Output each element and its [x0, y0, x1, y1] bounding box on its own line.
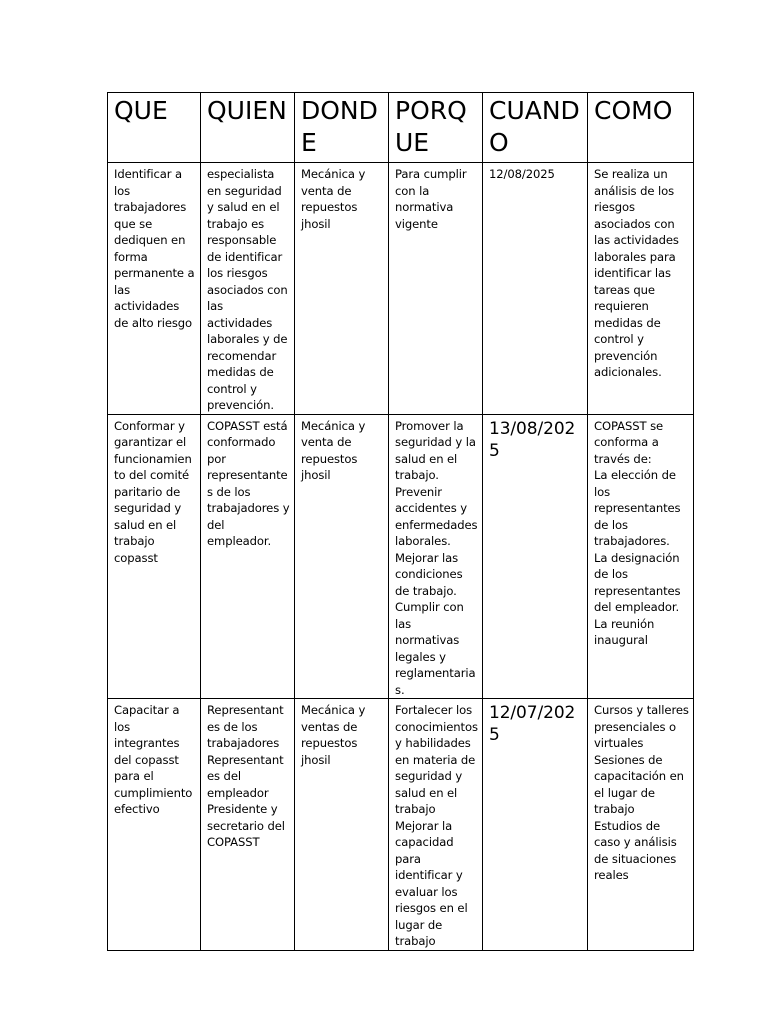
cell-line: Representantes de los trabajadores — [207, 703, 284, 750]
cell-donde: Mecánica y ventas de repuestos jhosil — [295, 699, 389, 951]
cell-cuando: 13/08/2025 — [483, 414, 588, 699]
cell-porque — [389, 699, 483, 951]
cell-porque — [389, 414, 483, 699]
cell-line: La reunión inaugural — [594, 616, 655, 647]
cell-quien: especialista en seguridad y salud en el trabajo es responsable de identificar los riesgos asociados con las actividades laborales y de recomendar medidas de control y prevención. — [201, 163, 295, 415]
cell-que: Capacitar a los integrantes del copasst para el cumplimiento efectivo — [108, 699, 201, 951]
cell-line: Cursos y talleres presenciales o virtuales — [594, 703, 689, 750]
header-quien: QUIEN — [201, 93, 295, 163]
cell-quien: COPASST está conformado por representantes de los trabajadores y del empleador. — [201, 414, 295, 699]
header-porque: PORQUE — [389, 93, 483, 163]
cell-que: Identificar a los trabajadores que se dediquen en forma permanente a las actividades de alto riesgo — [108, 163, 201, 415]
cell-donde: Mecánica y venta de repuestos jhosil — [295, 163, 389, 415]
cell-line: Fortalecer los conocimientos y habilidades en materia de seguridad y salud en el trabajo — [395, 703, 478, 816]
cell-como: Se realiza un análisis de los riesgos asociados con las actividades laborales para identificar las tareas que requieren medidas de control y prevención adicionales. — [588, 163, 694, 415]
header-cuando: CUANDO — [483, 93, 588, 163]
cell-como — [588, 699, 694, 951]
cell-line: COPASST se conforma a través de: — [594, 418, 664, 466]
header-como: COMO — [588, 93, 694, 163]
table-row — [108, 163, 694, 415]
cell-line: Cumplir con las normativas legales y reglamentarias. — [395, 600, 476, 697]
cell-line: La designación de los representantes del empleador. — [594, 550, 681, 614]
header-donde: DONDE — [295, 93, 389, 163]
cell-line: Prevenir accidentes y enfermedades laborales. — [395, 484, 478, 548]
cell-line: Mejorar las condiciones de trabajo. — [395, 550, 463, 598]
cell-cuando: 12/07/2025 — [483, 699, 588, 951]
cell-que: Conformar y garantizar el funcionamiento del comité paritario de seguridad y salud en el trabajo copasst — [108, 414, 201, 699]
cell-line: Representantes del empleador — [207, 752, 284, 800]
cell-porque: Para cumplir con la normativa vigente — [389, 163, 483, 415]
plan-table — [107, 92, 694, 951]
cell-line: Promover la seguridad y la salud en el trabajo. — [395, 418, 476, 482]
cell-line: Estudios de caso y análisis de situaciones reales — [594, 818, 677, 882]
cell-cuando: 12/08/2025 — [483, 163, 588, 415]
cell-como — [588, 414, 694, 699]
cell-line: Sesiones de capacitación en el lugar de trabajo — [594, 752, 684, 816]
header-que: QUE — [108, 93, 201, 163]
table-row — [108, 699, 694, 951]
header-row — [108, 93, 694, 163]
table-row — [108, 414, 694, 699]
cell-quien — [201, 699, 295, 951]
cell-line: La elección de los representantes de los trabajadores. — [594, 468, 681, 548]
cell-donde: Mecánica y venta de repuestos jhosil — [295, 414, 389, 699]
cell-line: Mejorar la capacidad para identificar y evaluar los riesgos en el lugar de trabajo — [395, 818, 468, 948]
cell-line: Presidente y secretario del COPASST — [207, 802, 285, 849]
